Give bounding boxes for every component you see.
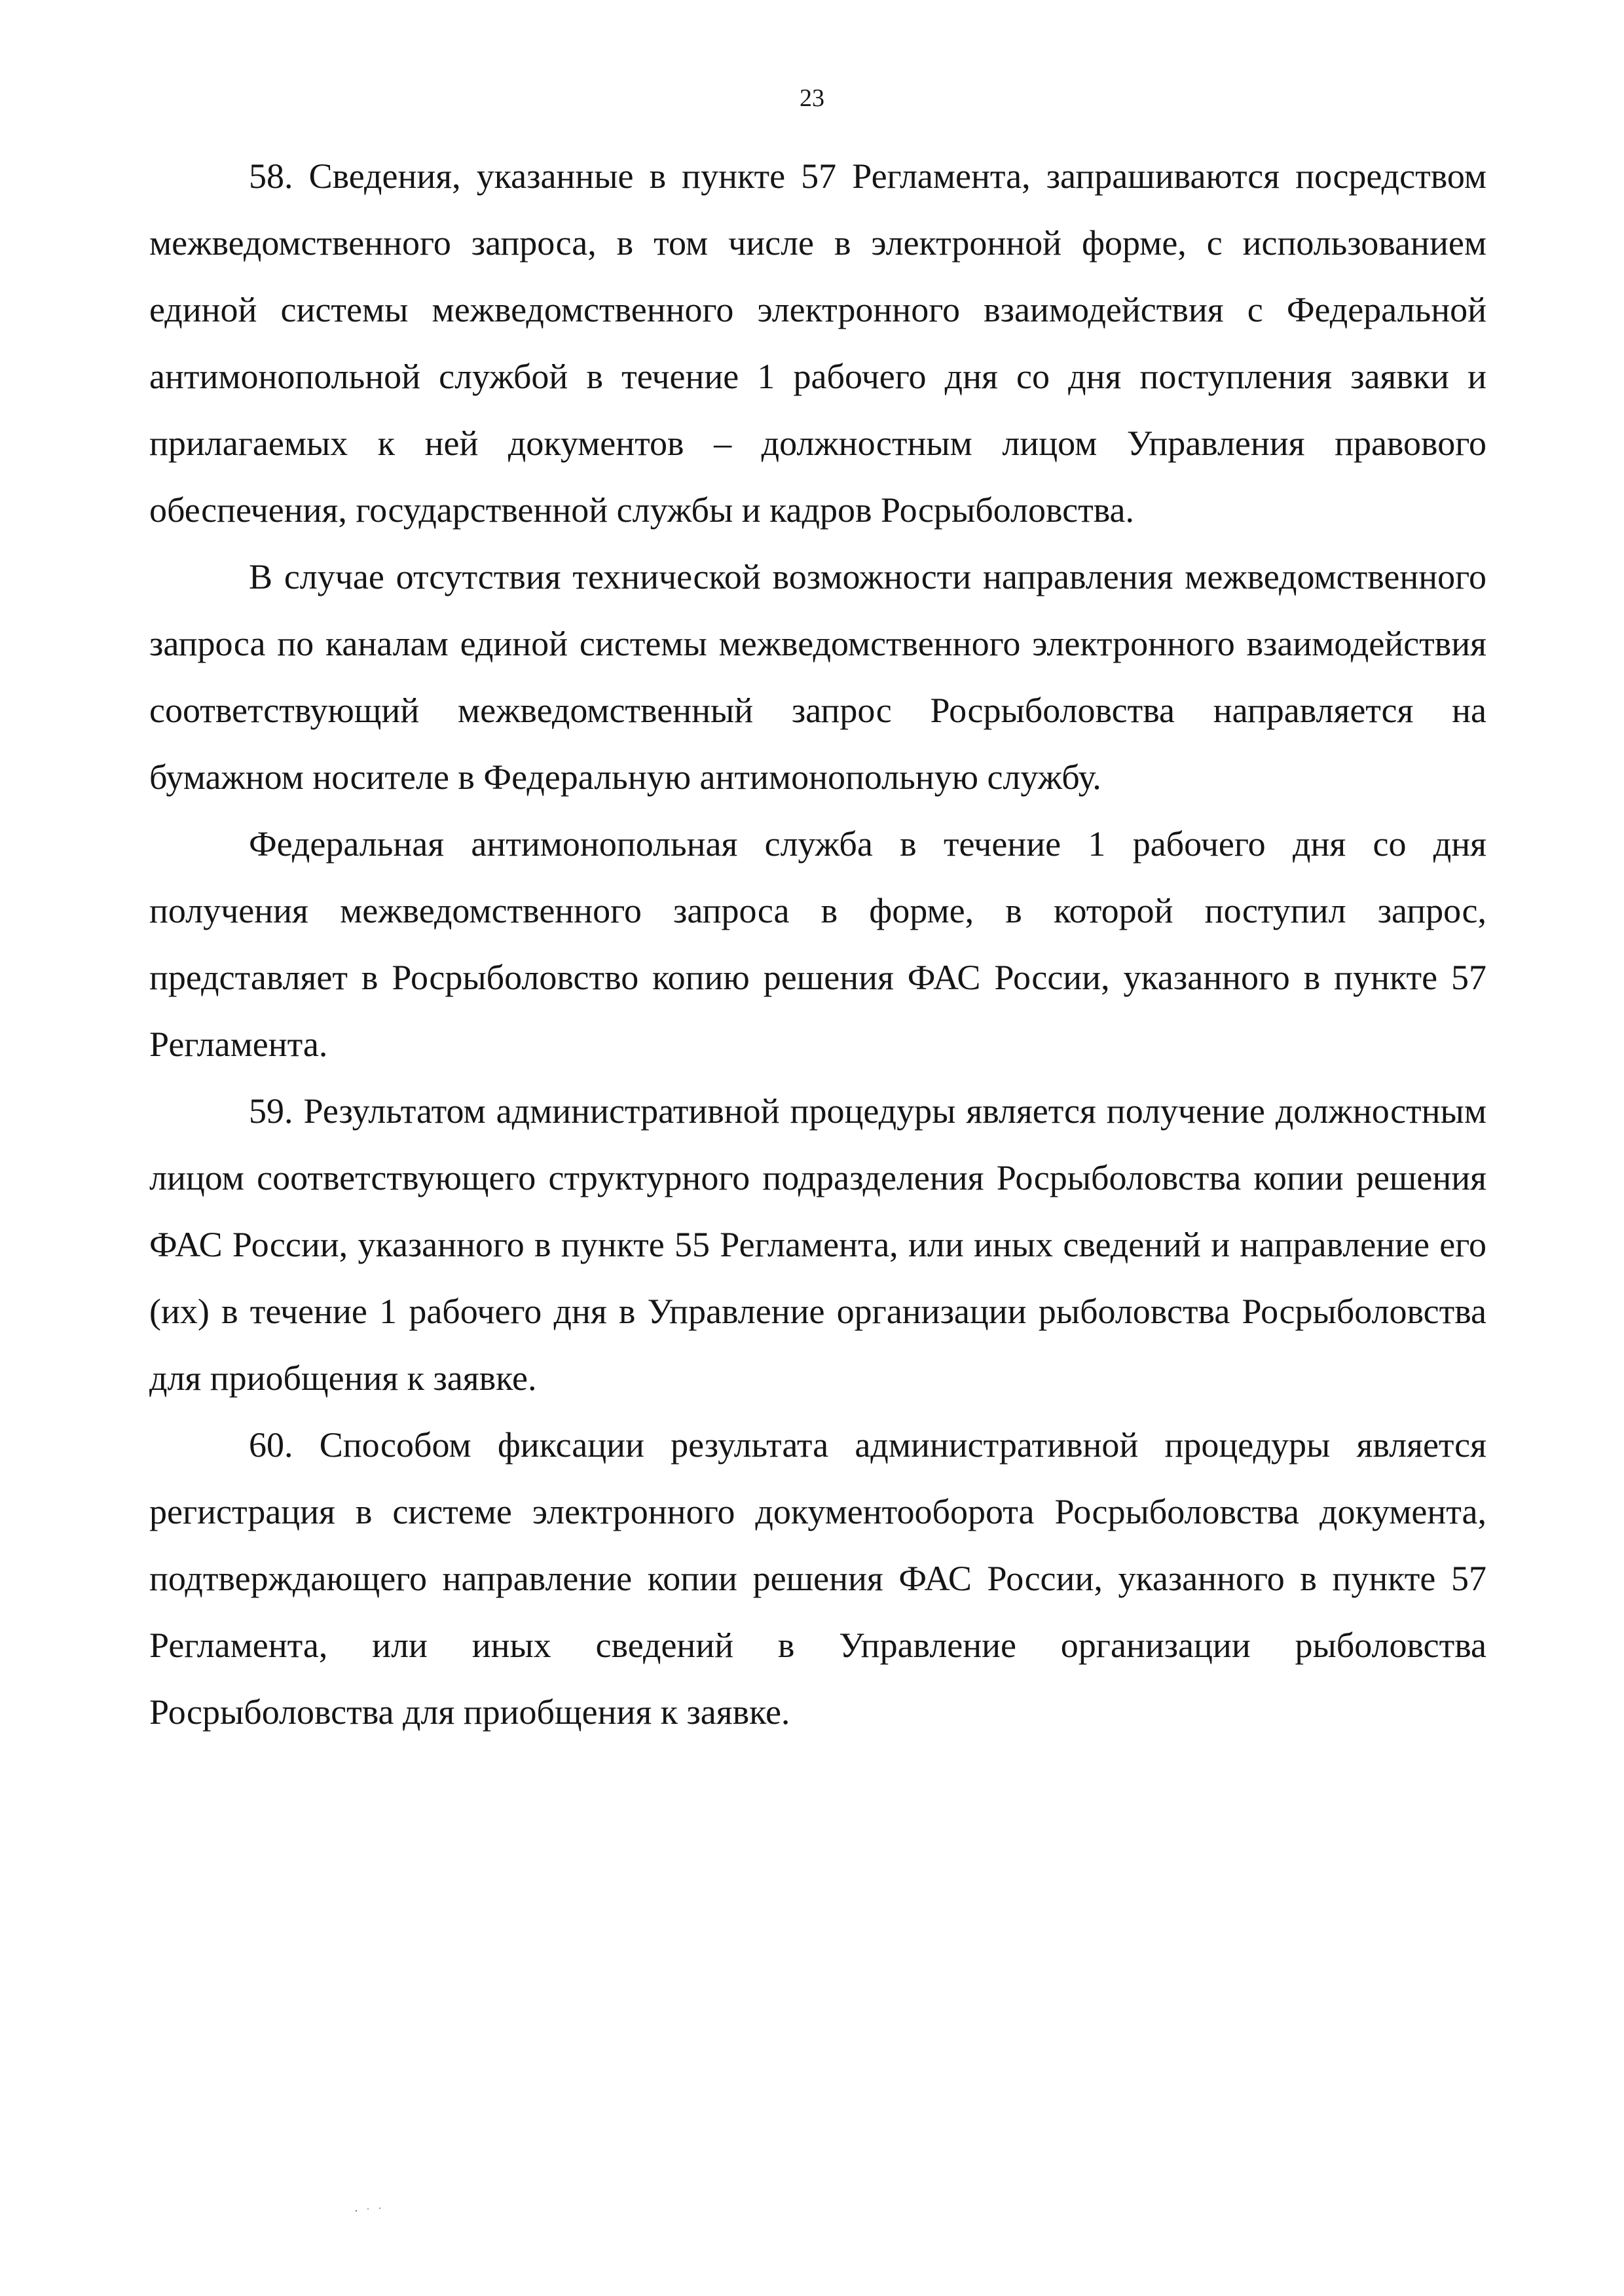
- scan-speck: [354, 2206, 388, 2213]
- paragraph-59: 59. Результатом административной процедуры является получение должностным лицом соответствующего структурного подразделения Росрыболовства копии решения ФАС России, указанного в пункте 55 Регламента, или иных сведений и направление его (их) в течение 1 рабочего дня в Управление организации рыболовства Росрыболовства для приобщения к заявке.: [149, 1091, 1486, 1398]
- paragraph-fas-response: Федеральная антимонопольная служба в течение 1 рабочего дня со дня получения межведомственного запроса в форме, в которой поступил запрос, представляет в Росрыболовство копию решения ФАС России, указанного в пункте 57 Регламента.: [149, 824, 1486, 1064]
- page-number: 23: [800, 84, 824, 112]
- paragraph-no-technical-possibility: В случае отсутствия технической возможности направления межведомственного запроса по каналам единой системы межведомственного электронного взаимодействия соответствующий межведомственный запрос Росрыболовства направляется на бумажном носителе в Федеральную антимонопольную службу.: [149, 557, 1486, 797]
- paragraph-58: 58. Сведения, указанные в пункте 57 Регламента, запрашиваются посредством межведомственного запроса, в том числе в электронной форме, с использованием единой системы межведомственного электронного взаимодействия с Федеральной антимонопольной службой в течение 1 рабочего дня со дня поступления заявки и прилагаемых к ней документов – должностным лицом Управления правового обеспечения, государственной службы и кадров Росрыболовства.: [149, 156, 1486, 530]
- document-body: [149, 143, 1486, 1745]
- paragraph-60: 60. Способом фиксации результата административной процедуры является регистрация в системе электронного документооборота Росрыболовства документа, подтверждающего направление копии решения ФАС России, указанного в пункте 57 Регламента, или иных сведений в Управление организации рыболовства Росрыболовства для приобщения к заявке.: [149, 1425, 1486, 1732]
